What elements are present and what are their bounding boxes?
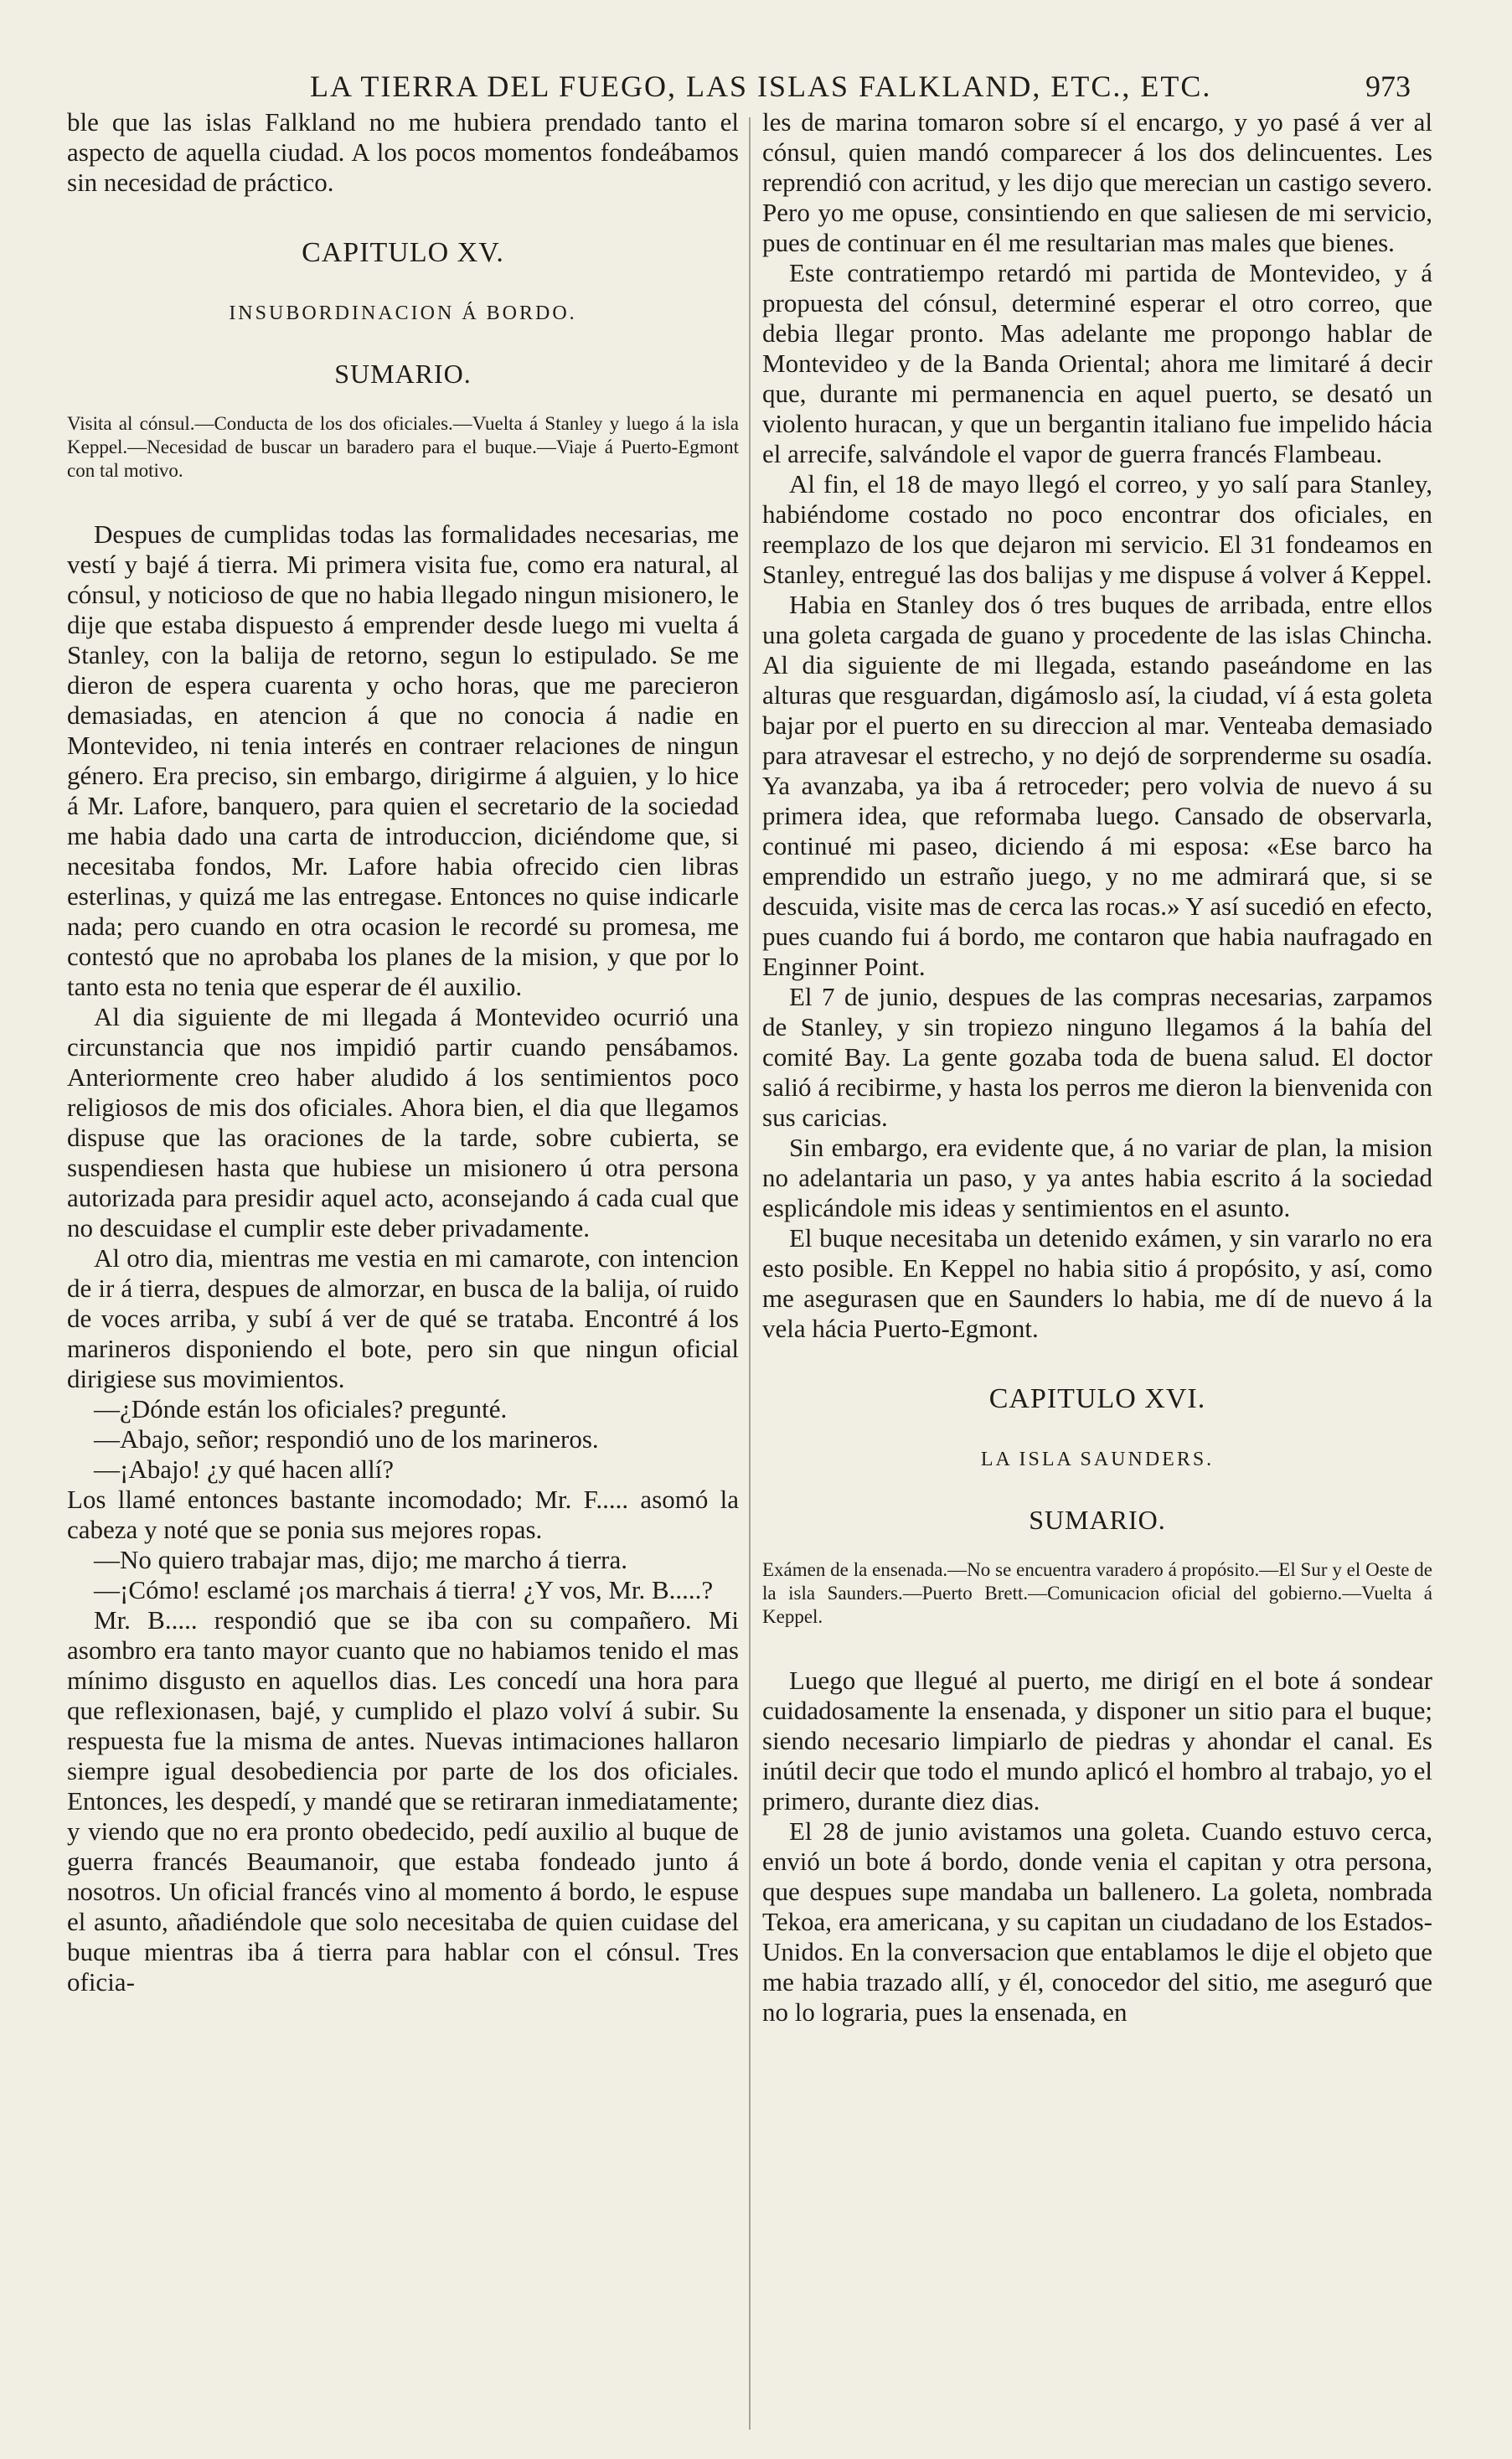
chapter-title: CAPITULO XVI. (988, 1383, 1206, 1414)
dialogue-line: —No quiero trabajar mas, dijo; me marcho á tierra. (94, 1545, 627, 1574)
left-column (67, 107, 739, 2436)
paragraph: El 28 de junio avistamos una goleta. Cuando estuvo cerca, envió un bote á bordo, donde venia el capitan y otra persona, que despues supe mandaba un ballenero. La goleta, nombrada Tekoa, era americana, y su capitan un ciudadano de los Estados-Unidos. En la conversacion que entablamos le dije el objeto que me habia trazado allí, y él, conocedor del sitio, me aseguró que no lo lograria, pues la ensenada, en (762, 1816, 1432, 2027)
paragraph: Habia en Stanley dos ó tres buques de arribada, entre ellos una goleta cargada de guano y procedente de las islas Chincha. Al dia siguiente de mi llegada, estando paseándome en las alturas que resguardan, digámoslo así, la ciudad, ví á esta goleta bajar por el puerto en su direccion al mar. Venteaba demasiado para atravesar el estrecho, y no dejó de sorprenderme su osadía. Ya avanzaba, ya iba á retroceder; pero volvia de nuevo á su primera idea, que reformaba luego. Cansado de observarla, continué mi paseo, diciendo á mi esposa: «Ese barco ha emprendido un estraño juego, y no me admirará que, si se descuida, visite mas de cerca las rocas.» Y así sucedió en efecto, pues cuando fui á bordo, me contaron que habia naufragado en Enginner Point. (762, 590, 1432, 981)
paragraph: Este contratiempo retardó mi partida de Montevideo, y á propuesta del cónsul, determiné esperar el otro correo, que debia llegar pronto. Mas adelante me propongo hablar de Montevideo y de la Banda Oriental; ahora me limitaré á decir que, durante mi permanencia en aquel puerto, se desató un violento huracan, y que un bergantin italiano fue impelido hácia el arrecife, salvándole el vapor de guerra francés Flambeau. (762, 258, 1432, 468)
chapter-summary: Exámen de la ensenada.—No se encuentra varadero á propósito.—El Sur y el Oeste de la isla Saunders.—Puerto Brett.—Comunicacion oficial del gobierno.—Vuelta á Keppel. (762, 1559, 1432, 1627)
running-title: LA TIERRA DEL FUEGO, LAS ISLAS FALKLAND, ETC., ETC. (310, 70, 1212, 103)
right-column (762, 107, 1432, 2436)
intro-paragraph: ble que las islas Falkland no me hubiera prendado tanto el aspecto de aquella ciudad. A los pocos momentos fondeábamos sin necesidad de práctico. (67, 107, 739, 197)
chapter-subtitle: LA ISLA SAUNDERS. (980, 1449, 1215, 1470)
dialogue-line: —Abajo, señor; respondió uno de los marineros. (94, 1424, 599, 1454)
dialogue-line: —¡Cómo! esclamé ¡os marchais á tierra! ¿Y vos, Mr. B.....? (94, 1575, 714, 1604)
paragraph: Luego que llegué al puerto, me dirigí en el bote á sondear cuidadosamente la ensenada, y disponer un sitio para el buque; siendo necesario limpiarlo de piedras y ahondar el canal. Es inútil decir que todo el mundo aplicó el hombro al trabajo, yo el primero, durante diez dias. (762, 1666, 1432, 1816)
paragraph: Al fin, el 18 de mayo llegó el correo, y yo salí para Stanley, habiéndome costado no poco encontrar dos oficiales, en reemplazo de los que dejaron mi servicio. El 31 fondeamos en Stanley, entregué las dos balijas y me dispuse á volver á Keppel. (762, 469, 1432, 589)
paragraph: Los llamé entonces bastante incomodado; Mr. F..... asomó la cabeza y noté que se ponia sus mejores ropas. (67, 1485, 739, 1544)
chapter-title: CAPITULO XV. (302, 237, 504, 268)
paragraph: Al otro dia, mientras me vestia en mi camarote, con intencion de ir á tierra, despues de almorzar, en busca de la balija, oí ruido de voces arriba, y subí á ver de qué se trataba. Encontré á los marineros disponiendo el bote, pero sin que ningun oficial dirigiese sus movimientos. (67, 1243, 739, 1393)
paragraph: les de marina tomaron sobre sí el encargo, y yo pasé á ver al cónsul, quien mandó comparecer á los dos delincuentes. Les reprendió con acritud, y les dijo que merecian un castigo severo. Pero yo me opuse, consintiendo en que saliesen de mi servicio, pues de continuar en él me resultarian mas males que bienes. (762, 107, 1432, 257)
paragraph: El buque necesitaba un detenido exámen, y sin vararlo no era esto posible. En Keppel no habia sitio á propósito, y así, como me asegurasen que en Saunders lo habia, me dí de nuevo á la vela hácia Puerto-Egmont. (762, 1223, 1432, 1343)
paragraph: El 7 de junio, despues de las compras necesarias, zarpamos de Stanley, y sin tropiezo ninguno llegamos á la bahía del comité Bay. La gente gozaba toda de buena salud. El doctor salió á recibirme, y hasta los perros me dieron la bienvenida con sus caricias. (762, 982, 1432, 1132)
paragraph: Sin embargo, era evidente que, á no variar de plan, la mision no adelantaria un paso, y ya antes habia escrito á la sociedad esplicándole mis ideas y sentimientos en el asunto. (762, 1133, 1432, 1222)
paragraph: Al dia siguiente de mi llegada á Montevideo ocurrió una circunstancia que nos impidió partir cuando pensábamos. Anteriormente creo haber aludido á los sentimientos poco religiosos de mis dos oficiales. Ahora bien, el dia que llegamos dispuse que las oraciones de la tarde, sobre cubierta, se suspendiesen hasta que hubiese un misionero ú otra persona autorizada para presidir aquel acto, aconsejando á cada cual que no descuidase el cumplir este deber privadamente. (67, 1002, 739, 1242)
chapter-subtitle: INSUBORDINACION Á BORDO. (229, 302, 577, 324)
summary-heading: SUMARIO. (1029, 1505, 1166, 1535)
dialogue-line: —¡Abajo! ¿y qué hacen allí? (94, 1454, 395, 1484)
column-divider (749, 117, 751, 2430)
summary-heading: SUMARIO. (334, 359, 472, 389)
paragraph: Despues de cumplidas todas las formalidades necesarias, me vestí y bajé á tierra. Mi primera visita fue, como era natural, al cónsul, y noticioso de que no habia llegado ningun misionero, le dije que estaba dispuesto á emprender desde luego mi vuelta á Stanley, con la balija de retorno, segun lo estipulado. Se me dieron de espera cuarenta y ocho horas, que me parecieron demasiadas, en atencion á que no conocia á nadie en Montevideo, ni tenia interés en contraer relaciones de ningun género. Era preciso, sin embargo, dirigirme á alguien, y lo hice á Mr. Lafore, banquero, para quien el secretario de la sociedad me habia dado una carta de introduccion, diciéndome que, si necesitaba fondos, Mr. Lafore habia ofrecido cien libras esterlinas, y quizá me las entregase. Entonces no quise indicarle nada; pero cuando en otra ocasion le recordé su promesa, me contestó que no aprobaba los planes de la mision, y que por lo tanto esta no tenia que esperar de él auxilio. (67, 519, 739, 1001)
dialogue-line: —¿Dónde están los oficiales? pregunté. (94, 1394, 508, 1423)
paragraph: Mr. B..... respondió que se iba con su compañero. Mi asombro era tanto mayor cuanto que no habiamos tenido el mas mínimo disgusto en aquellos dias. Les concedí una hora para que reflexionasen, bajé, y cumplido el plazo volví á subir. Su respuesta fue la misma de antes. Nuevas intimaciones hallaron siempre igual desobediencia por parte de los dos oficiales. Entonces, les despedí, y mandé que se retiraran inmediatamente; y viendo que no era pronto obedecido, pedí auxilio al buque de guerra francés Beaumanoir, que estaba fondeado junto á nosotros. Un oficial francés vino al momento á bordo, le espuse el asunto, añadiéndole que solo necesitaba de quien cuidase del buque mientras iba á tierra para hablar con el cónsul. Tres oficia- (67, 1605, 739, 1997)
chapter-summary: Visita al cónsul.—Conducta de los dos oficiales.—Vuelta á Stanley y luego á la isla Keppel.—Necesidad de buscar un baradero para el buque.—Viaje á Puerto-Egmont con tal motivo. (67, 413, 739, 481)
running-header (0, 69, 1512, 107)
page-number: 973 (1365, 70, 1411, 103)
